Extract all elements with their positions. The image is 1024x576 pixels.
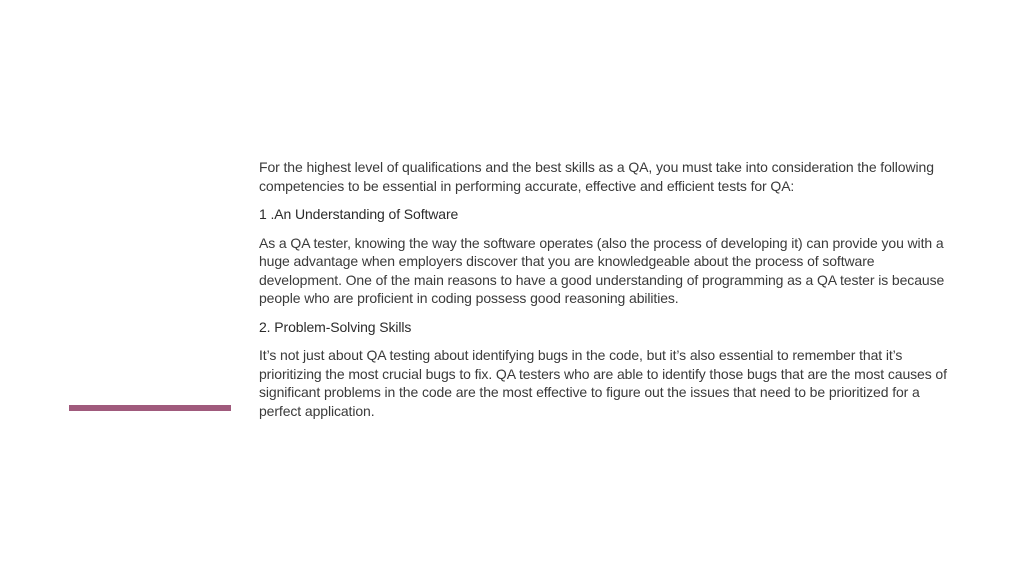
section-body-problem-solving: It’s not just about QA testing about identifying bugs in the code, but it’s also essential to remember that it’s prioritizing the most crucial bugs to fix. QA testers who are able to identify those bugs that are the most causes of significant problems in the code are the most effective to figure out the issues that need to be prioritized for a perfect application.: [259, 347, 947, 419]
section-heading-problem-solving: 2. Problem-Solving Skills: [259, 318, 412, 335]
section-body-understanding-software: As a QA tester, knowing the way the software operates (also the process of developing it) can provide you with a huge advantage when employers discover that you are knowledgeable about the process of software development. One of the main reasons to have a good understanding of programming as a QA tester is because people who are proficient in coding possess good reasoning abilities.: [259, 234, 945, 306]
accent-bar: [69, 405, 231, 411]
slide-text-body: [259, 158, 959, 430]
intro-paragraph: For the highest level of qualifications and the best skills as a QA, you must take into consideration the following competencies to be essential in performing accurate, effective and efficient tests for QA:: [259, 159, 934, 194]
section-heading-understanding-software: 1 .An Understanding of Software: [259, 206, 459, 222]
